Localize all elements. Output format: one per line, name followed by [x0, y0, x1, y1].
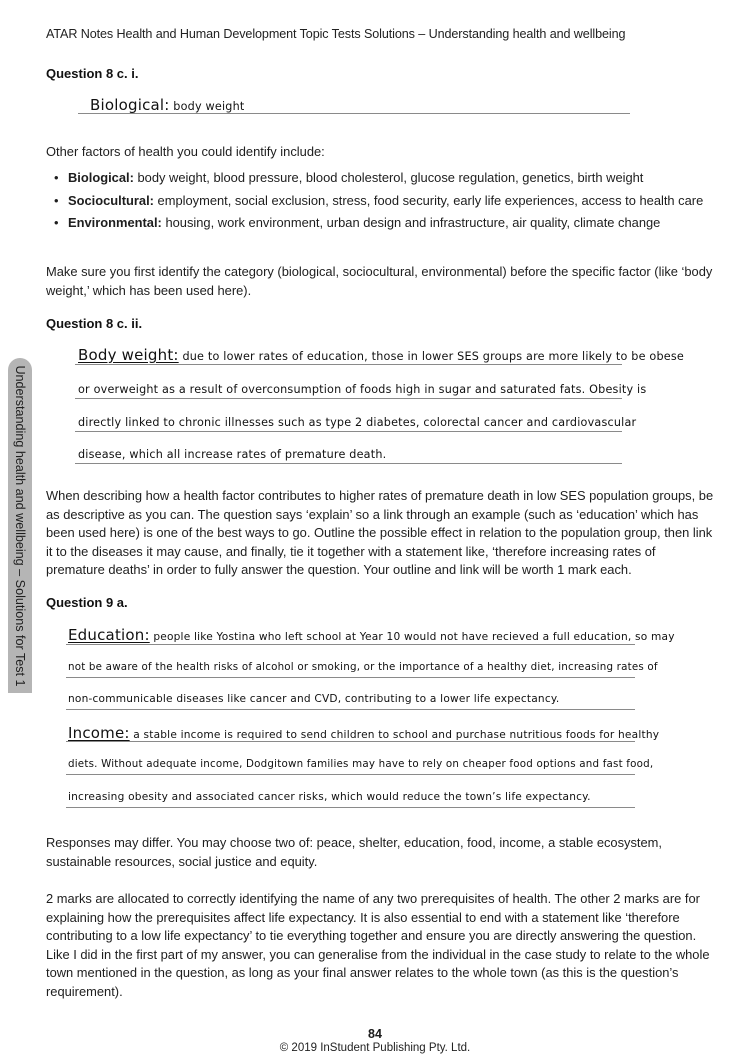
handwritten-line-3: directly linked to chronic illnesses such as type 2 diabetes, colorectal cancer and cardiovascular: [78, 416, 637, 429]
q9a-note-1: [46, 834, 716, 871]
answer-line: [66, 774, 635, 775]
handwritten-line-4: disease, which all increase rates of premature death.: [78, 448, 387, 461]
answer-line: [66, 807, 635, 808]
handwritten-line-3: non-communicable diseases like cancer and CVD, contributing to a lower life expectancy.: [68, 693, 560, 705]
factor-item-sociocultural: [46, 192, 716, 211]
q8cii-note-text: When describing how a health factor contributes to higher rates of premature death in low SES population groups, be as descriptive as you can. The question says ‘explain’ so a link through an example (such as ‘education’ which has been used here) is one of the best ways to go. Outline the possible effect in relation to the population group, then link it to the diseases it may cause, and finally, tie it together with a statement like, ‘therefore increasing rates of premature deaths’ in order to fully answer the question. Your outline and link will be worth 1 mark each.: [46, 488, 714, 577]
running-header: ATAR Notes Health and Human Development Topic Tests Solutions – Understanding health and wellbeing: [46, 27, 626, 41]
answer-line: [75, 398, 622, 399]
answer-label: Education:: [68, 626, 150, 644]
answer-line: [66, 709, 635, 710]
q9a-note-1-text: Responses may differ. You may choose two of: peace, shelter, education, food, income, a stable ecosystem, sustainable resources, social justice and equity.: [46, 835, 663, 869]
factors-intro-text: Other factors of health you could identify include:: [46, 144, 325, 159]
handwritten-line-2: or overweight as a result of overconsumption of foods high in sugar and saturated fats. Obesity is: [78, 383, 647, 396]
question-9a-heading: Question 9 a.: [46, 595, 128, 610]
factor-label: Environmental:: [68, 215, 162, 230]
handwritten-line-4: [68, 724, 659, 742]
answer-category: Biological:: [90, 96, 170, 114]
answer-label: Income:: [68, 724, 130, 742]
handwritten-line-6: increasing obesity and associated cancer risks, which would reduce the town’s life expectancy.: [68, 791, 591, 803]
factors-note: [46, 263, 716, 300]
page-number: 84: [368, 1027, 382, 1041]
handwritten-line-5: diets. Without adequate income, Dodgitown families may have to rely on cheaper food options and fast food,: [68, 758, 654, 770]
factor-text: employment, social exclusion, stress, food security, early life experiences, access to health care: [157, 192, 704, 208]
handwritten-text: due to lower rates of education, those in lower SES groups are more likely to be obese: [182, 350, 684, 363]
factors-intro: [46, 143, 716, 162]
handwritten-line-2: not be aware of the health risks of alcohol or smoking, or the importance of a healthy diet, increasing rates of: [68, 661, 658, 673]
q9a-note-2: [46, 890, 716, 1001]
answer-factor: body weight: [173, 100, 245, 113]
side-tab-label: Understanding health and wellbeing – Solutions for Test 1: [13, 364, 27, 687]
handwritten-line-1: [68, 626, 675, 644]
bullet-icon: •: [54, 215, 59, 230]
question-8cii-heading: Question 8 c. ii.: [46, 316, 143, 331]
factor-item-environmental: [46, 214, 716, 233]
section-side-tab: [8, 358, 32, 693]
factor-text: housing, work environment, urban design and infrastructure, air quality, climate change: [165, 215, 661, 230]
answer-line: [66, 644, 635, 645]
answer-line: [66, 677, 635, 678]
copyright: © 2019 InStudent Publishing Pty. Ltd.: [279, 1042, 471, 1054]
q9a-note-2-text: 2 marks are allocated to correctly identifying the name of any two prerequisites of health. The other 2 marks are for explaining how the prerequisites affect life expectancy. It is also essential to end with a statement like ‘therefore contributing to a low life expectancy’ to tie everything together and ensure you are directly answering the question. Like I did in the first part of my answer, you can generalise from the individual in the case study to relate to the whole town mentioned in the question, as long as your final answer relates to the whole town (as this is the question’s requirement).: [46, 891, 710, 999]
answer-line: [75, 364, 622, 365]
factor-label: Sociocultural:: [68, 192, 154, 208]
handwritten-text: a stable income is required to send children to school and purchase nutritious foods for healthy: [133, 729, 660, 741]
answer-line: [75, 463, 622, 464]
handwritten-answer-8ci: [90, 96, 244, 114]
factor-text: body weight, blood pressure, blood cholesterol, glucose regulation, genetics, birth weight: [137, 170, 644, 185]
question-8ci-heading: Question 8 c. i.: [46, 66, 139, 81]
factors-list: [46, 169, 716, 237]
handwritten-line-1: [78, 346, 684, 364]
q8cii-note: [46, 487, 716, 580]
factor-label: Biological:: [68, 170, 134, 185]
answer-label: Body weight:: [78, 346, 179, 364]
handwritten-text: people like Yostina who left school at Year 10 would not have recieved a full education, so may: [153, 631, 675, 643]
factors-note-text: Make sure you first identify the category (biological, sociocultural, environmental) before the specific factor (like ‘body weight,’ which has been used here).: [46, 264, 713, 298]
bullet-icon: •: [54, 170, 59, 185]
bullet-icon: •: [54, 192, 59, 208]
factor-item-biological: [46, 169, 716, 188]
answer-line: [75, 431, 622, 432]
